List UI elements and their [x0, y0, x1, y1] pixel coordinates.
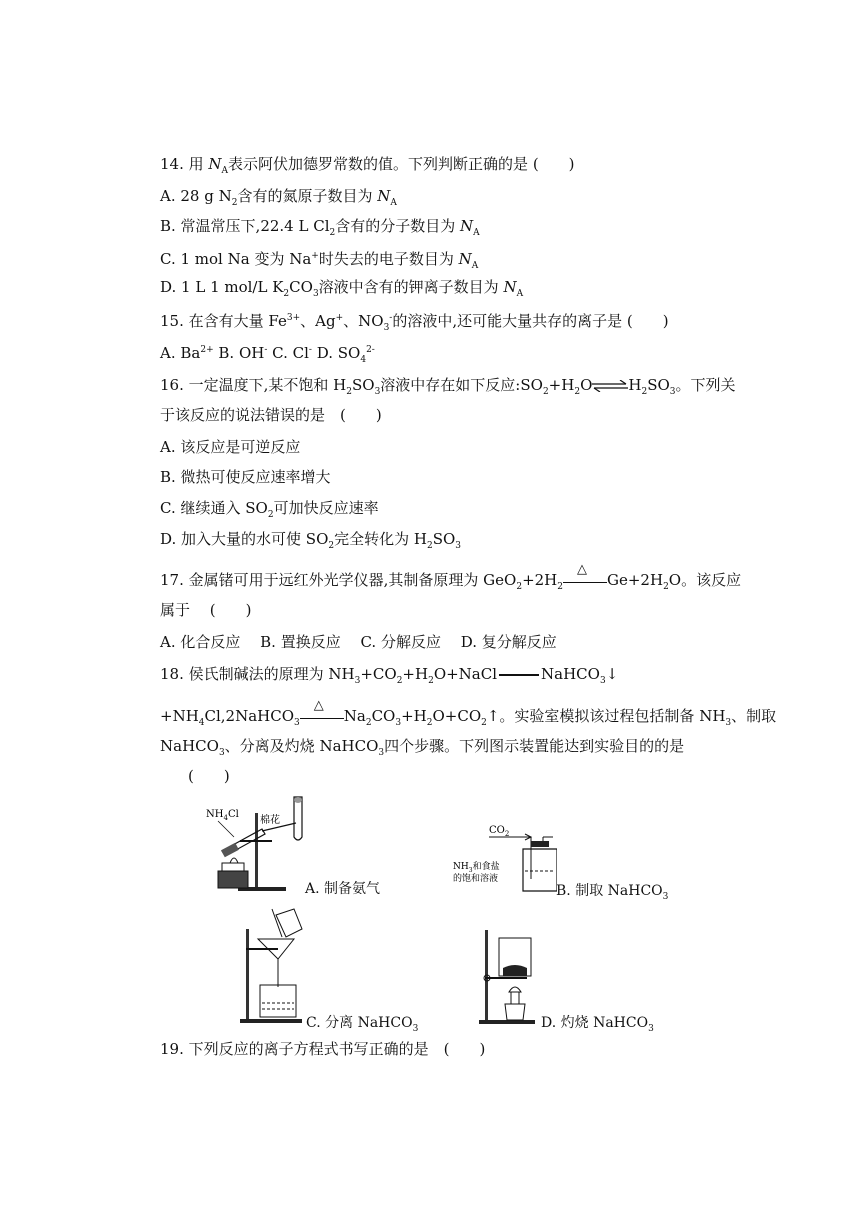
q14-option-b: B. 常温常压下,22.4 L $Cl_2$含有的分子数目为 $N_A$	[160, 217, 480, 238]
figure-a-apparatus	[200, 793, 312, 895]
q18-stem-line3: NaHCO$_3$、分离及灼烧 NaHCO$_3$四个步骤。下列图示装置能达到实验目的的是	[160, 737, 685, 758]
q15-stem: 15. 在含有大量 $Fe^{3+}$、Ag+、$NO_3^-$的溶液中,还可能大量共存的离子是 ( )	[160, 312, 669, 333]
q18-stem-line1: 18. 侯氏制碱法的原理为 $NH_3+CO_2+H_2O+NaCl$ NaHCO$_3$↓	[160, 665, 619, 686]
reversible-arrow-icon	[592, 380, 628, 392]
q18-stem-line2: $+NH_4Cl,2NaHCO_3$ △ $Na_2CO_3+H_2O+CO_2↑$。实验室模拟该过程包括制备 $NH_3$、制取	[160, 698, 777, 728]
figure-b-label-solution-2: 的饱和溶液	[453, 874, 499, 884]
q16-stem-line1: 16. 一定温度下,某不饱和 $H_2SO_3$溶液中存在如下反应$:SO_2+H_2O$ $H_2SO_3$。下列关	[160, 376, 736, 397]
heat-triangle-icon: △	[313, 698, 324, 713]
q18-stem-line4: ( )	[188, 767, 230, 785]
figure-b-label-co2: $CO_2$	[489, 825, 510, 838]
figure-b-caption: B. 制取 NaHCO$_3$	[556, 883, 669, 902]
q19-stem: 19. 下列反应的离子方程式书写正确的是 ( )	[160, 1040, 486, 1058]
figure-b-apparatus	[453, 823, 557, 893]
figure-d-apparatus	[477, 930, 541, 1028]
q17-stem-line2: 属于 ( )	[160, 601, 252, 619]
q16-option-a: A. 该反应是可逆反应	[160, 438, 301, 456]
figure-a-label-nh4cl: $NH_4Cl$	[206, 809, 239, 822]
q15-options: A. $Ba^{2+}$ B. OH- C. Cl- D. $SO_4^{2-}$	[160, 344, 375, 365]
q14-option-d: D. 1 L 1 mol/L $K_2CO_3$溶液中含有的钾离子数目为 $N_A$	[160, 278, 524, 299]
figure-a-caption: A. 制备氨气	[305, 881, 381, 897]
q16-option-c: C. 继续通入 $SO_2$可加快反应速率	[160, 499, 379, 520]
equals-line	[499, 674, 539, 676]
figure-c-caption: C. 分离 NaHCO$_3$	[306, 1015, 419, 1034]
q14-option-c: C. 1 mol Na 变为 Na+时失去的电子数目为 $N_A$	[160, 250, 479, 271]
heat-arrow	[300, 698, 344, 724]
heat-arrow	[563, 562, 607, 588]
figure-d-caption: D. 灼烧 NaHCO$_3$	[541, 1015, 654, 1034]
q16-stem-line2: 于该反应的说法错误的是 ( )	[160, 406, 382, 424]
q14-stem: 14. 用 $N_A$表示阿伏加德罗常数的值。下列判断正确的是 ( )	[160, 155, 575, 176]
figure-c-apparatus	[238, 907, 310, 1027]
q17-options: A. 化合反应 B. 置换反应 C. 分解反应 D. 复分解反应	[160, 633, 557, 651]
q16-option-b: B. 微热可使反应速率增大	[160, 468, 331, 486]
q17-stem-line1: 17. 金属锗可用于远红外光学仪器,其制备原理为 $GeO_2+2H_2$ △ $Ge+2H_2O$。该反应	[160, 562, 742, 592]
figure-b-label-solution-1: $NH_3$和食盐	[453, 862, 500, 874]
q16-option-d: D. 加入大量的水可使 $SO_2$完全转化为 $H_2SO_3$	[160, 530, 462, 551]
q14-option-a: A. 28 g $N_2$含有的氮原子数目为 $N_A$	[160, 187, 397, 208]
heat-triangle-icon: △	[577, 562, 587, 577]
figure-a-label-cotton: 棉花	[260, 815, 280, 826]
